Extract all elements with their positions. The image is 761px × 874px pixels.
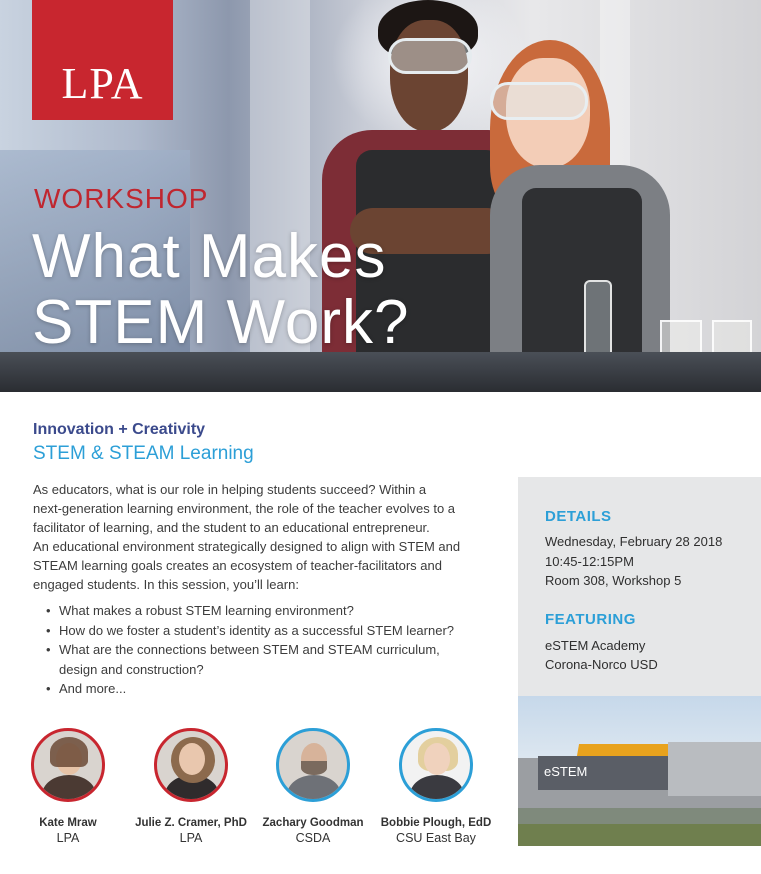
subtitle-stem-steam: STEM & STEAM Learning: [33, 443, 254, 464]
speaker-name: Julie Z. Cramer, PhD: [135, 817, 247, 829]
speaker-photo: [399, 728, 473, 802]
speaker-card: [376, 728, 496, 846]
speaker-photo: [31, 728, 105, 802]
page-title: [32, 224, 409, 356]
logo-text: LPA: [61, 59, 144, 108]
title-line-1: What Makes: [32, 222, 387, 291]
event-room: Room 308, Workshop 5: [545, 573, 682, 588]
intro-paragraph-2: [33, 537, 498, 594]
speaker-photo: [154, 728, 228, 802]
speaker-card: [253, 728, 373, 846]
subtitle-innovation: Innovation + Creativity: [33, 421, 206, 438]
list-item: • What makes a robust STEM learning environment?: [46, 601, 486, 621]
featured-school: eSTEM Academy: [545, 638, 646, 653]
lpa-logo: [32, 0, 173, 120]
paragraph-line: engaged students. In this session, you’ll learn:: [33, 577, 299, 592]
speaker-name: Bobbie Plough, EdD: [380, 817, 492, 829]
list-item-text: design and construction?: [59, 661, 204, 677]
speaker-photo: [276, 728, 350, 802]
speaker-name: Kate Mraw: [39, 817, 97, 829]
speaker-org: CSDA: [295, 831, 331, 845]
list-item-text: What are the connections between STEM and STEAM curriculum,: [59, 642, 440, 657]
speaker-card: [8, 728, 128, 846]
paragraph-line: STEAM learning goals creates an ecosystem of teacher-facilitators and: [33, 558, 442, 573]
speaker-org: LPA: [56, 831, 80, 845]
speaker-org: LPA: [179, 831, 203, 845]
list-item: [46, 640, 486, 679]
learning-points-list: [46, 601, 486, 699]
featuring-heading: FEATURING: [545, 611, 636, 628]
school-building-photo: [518, 696, 761, 846]
event-date: Wednesday, February 28 2018: [545, 534, 723, 549]
speaker-org: CSU East Bay: [396, 831, 476, 845]
paragraph-line: next-generation learning environment, the role of the teacher evolves to a: [33, 501, 456, 516]
lab-bottle: [584, 280, 612, 360]
hero-image: [0, 0, 761, 392]
speaker-name: Zachary Goodman: [262, 817, 364, 829]
title-line-2: STEM Work?: [32, 288, 410, 357]
lab-counter: [0, 352, 761, 392]
featured-district: Corona-Norco USD: [545, 657, 658, 672]
intro-paragraph-1: [33, 480, 498, 537]
paragraph-line: An educational environment strategically designed to align with STEM and: [33, 539, 461, 554]
student-right: [470, 40, 670, 360]
event-time: 10:45-12:15PM: [545, 554, 634, 569]
list-item: • How do we foster a student’s identity as a successful STEM learner?: [46, 621, 486, 641]
paragraph-line: facilitator of learning, and the student to an educational entrepreneur.: [33, 520, 430, 535]
building-sign: eSTEM: [544, 764, 588, 779]
paragraph-line: As educators, what is our role in helping students succeed? Within a: [33, 482, 427, 497]
speaker-card: [131, 728, 251, 846]
workshop-label: WORKSHOP: [34, 183, 209, 214]
list-item: • And more...: [46, 679, 486, 699]
details-heading: DETAILS: [545, 508, 612, 525]
